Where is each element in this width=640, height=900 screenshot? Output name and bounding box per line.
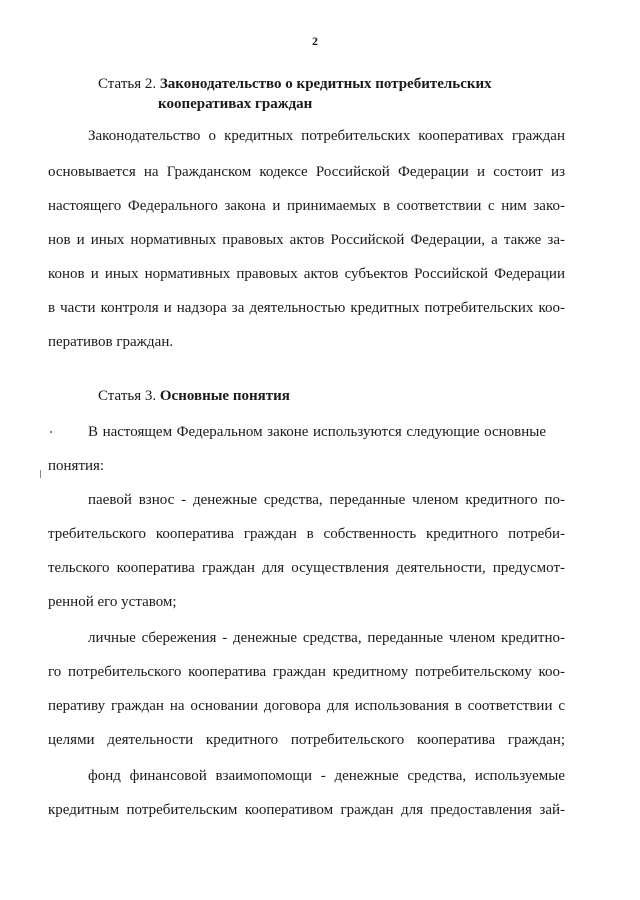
article-3-line: перативу граждан на основании договора для использования в соответствии с — [48, 698, 565, 714]
article-3-line: тельского кооператива граждан для осуществления деятельности, предусмот- — [48, 560, 565, 576]
page-number: 2 — [312, 34, 318, 48]
article-2-prefix: Статья 2. — [98, 76, 160, 92]
scan-mark — [40, 470, 41, 478]
article-3-line: личные сбережения - денежные средства, переданные членом кредитно- — [88, 630, 565, 646]
article-3-line: фонд финансовой взаимопомощи - денежные средства, используемые — [88, 768, 565, 784]
scan-speck — [50, 431, 52, 433]
article-3-line: паевой взнос - денежные средства, переданные членом кредитного по- — [88, 492, 565, 508]
article-3-line: В настоящем Федеральном законе используются следующие основные — [88, 424, 546, 440]
article-3-line: требительского кооператива граждан в собственность кредитного потреби- — [48, 526, 565, 542]
article-2-heading — [98, 74, 568, 94]
article-3-title: Основные понятия — [159, 388, 290, 404]
article-2-line: в части контроля и надзора за деятельностью кредитных потребительских коо- — [48, 300, 565, 316]
article-3-line: понятия: — [48, 458, 105, 474]
article-2-line: перативов граждан. — [48, 334, 174, 350]
article-3-line: ренной его уставом; — [48, 594, 177, 610]
article-2-line: Законодательство о кредитных потребительских кооперативах граждан — [88, 128, 565, 144]
article-2-title: Законодательство о кредитных потребительских — [159, 76, 492, 92]
article-2-title-cont: кооперативах граждан — [158, 96, 313, 112]
article-3-heading — [98, 386, 568, 406]
article-3-line: го потребительского кооператива граждан кредитному потребительскому коо- — [48, 664, 565, 680]
article-2-line: нов и иных нормативных правовых актов Российской Федерации, а также за- — [48, 232, 565, 248]
article-2-line: основывается на Гражданском кодексе Российской Федерации и состоит из — [48, 164, 565, 180]
article-3-prefix: Статья 3. — [98, 388, 160, 404]
article-2-line: конов и иных нормативных правовых актов субъектов Российской Федерации — [48, 266, 565, 282]
article-3-line: кредитным потребительским кооперативом граждан для предоставления зай- — [48, 802, 565, 818]
article-3-line: целями деятельности кредитного потребительского кооператива граждан; — [48, 732, 565, 748]
article-2-line: настоящего Федерального закона и принимаемых в соответствии с ним зако- — [48, 198, 565, 214]
